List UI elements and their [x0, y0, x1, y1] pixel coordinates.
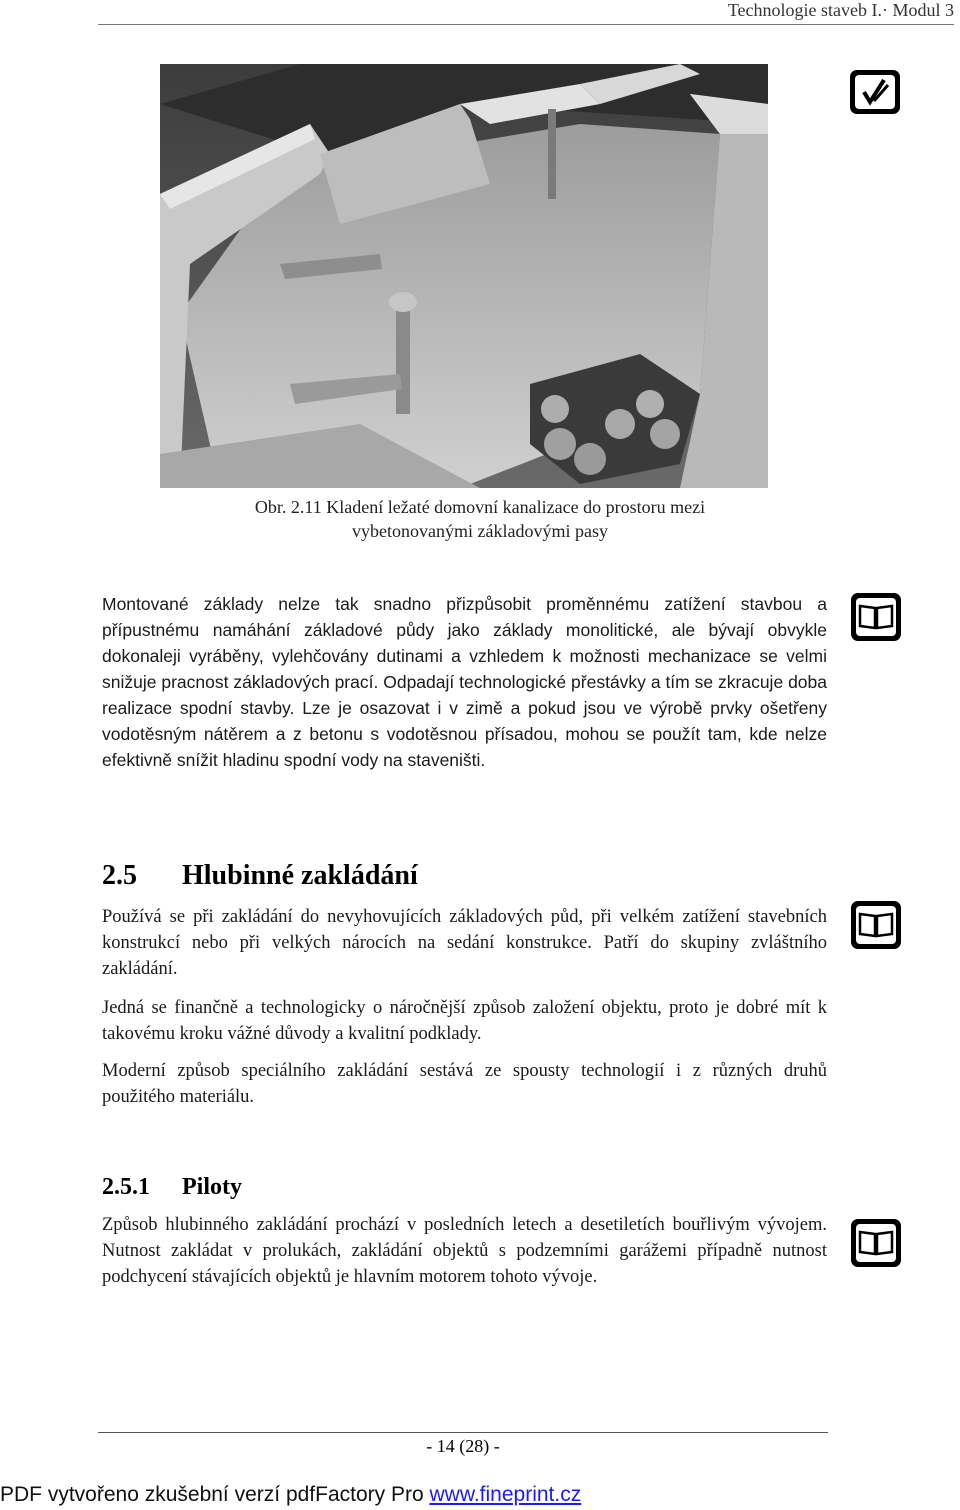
- caption-line-2: vybetonovanými základovými pasy: [352, 521, 608, 541]
- paragraph-jedna-se: Jedná se finančně a technologicky o náročnější způsob založení objektu, proto je dobré mít k takovému kroku vážné důvody a kvalitní podklady.: [102, 998, 827, 1044]
- running-header: Technologie staveb I.· Modul 3: [98, 0, 954, 25]
- caption-line-1: Obr. 2.11 Kladení ležaté domovní kanalizace do prostoru mezi: [254, 497, 706, 517]
- paragraph-montovane-zaklady: Montované základy nelze tak snadno přizpůsobit proměnnému zatížení stavbou a přípustnému namáhání základové půdy jako základy monolitické, ale bývají obvykle dokonaleji vyráběny, vylehčovány dutinami a vzhledem k možnosti mechanizace se velmi snižuje pracnost základových prací. Odpadají technologické přestávky a tím se zkracuje doba realizace spodní stavby. Lze je osazovat i v zimě a pokud jsou ve výrobě prvky ošetřeny vodotěsným nátěrem a z betonu s vodotěsnou přísadou, mohou se použít tam, kde nelze efektivně snížit hladinu spodní vody na staveništi.: [102, 594, 827, 770]
- pdf-watermark: [0, 1483, 581, 1507]
- footer-divider: [98, 1432, 828, 1433]
- subsection-number: 2.5.1: [102, 1174, 150, 1200]
- paragraph-piloty: Způsob hlubinného zakládání prochází v posledních letech a desetiletích bouřlivým vývojem. Nutnost zakládat v prolukách, zakládání objektů s podzemními garážemi případně nutnost podchycení stávajících objektů je hlavním motorem tohoto vývoje.: [102, 1215, 827, 1287]
- book-icon: [850, 592, 902, 644]
- figure-photo: [160, 64, 768, 488]
- section-number: 2.5: [102, 860, 137, 891]
- pdf-note-text: PDF vytvořeno zkušební verzí pdfFactory Pro: [0, 1483, 430, 1506]
- subsection-title: Piloty: [182, 1174, 242, 1200]
- section-heading-2-5-1: [102, 1170, 242, 1204]
- book-icon: [850, 900, 902, 952]
- book-icon: [850, 1218, 902, 1270]
- page-number: - 14 (28) -: [426, 1436, 500, 1456]
- fineprint-link[interactable]: www.fineprint.cz: [429, 1483, 582, 1506]
- pencil-check-icon: [848, 68, 902, 116]
- paragraph-pouziva: Používá se při zakládání do nevyhovujících základových půd, při velkém zatížení stavebních konstrukcí nebo při velkých nárocích na sedání konstrukce. Patří do skupiny zvláštního zakládání.: [102, 907, 827, 979]
- section-title: Hlubinné zakládání: [182, 860, 418, 891]
- foundation-photo-illustration: [160, 64, 768, 488]
- paragraph-moderni-zpusob: Moderní způsob speciálního zakládání sestává ze spousty technologií i z různých druhů použitého materiálu.: [102, 1061, 827, 1107]
- section-heading-2-5: [102, 856, 418, 896]
- figure-caption: [160, 495, 800, 543]
